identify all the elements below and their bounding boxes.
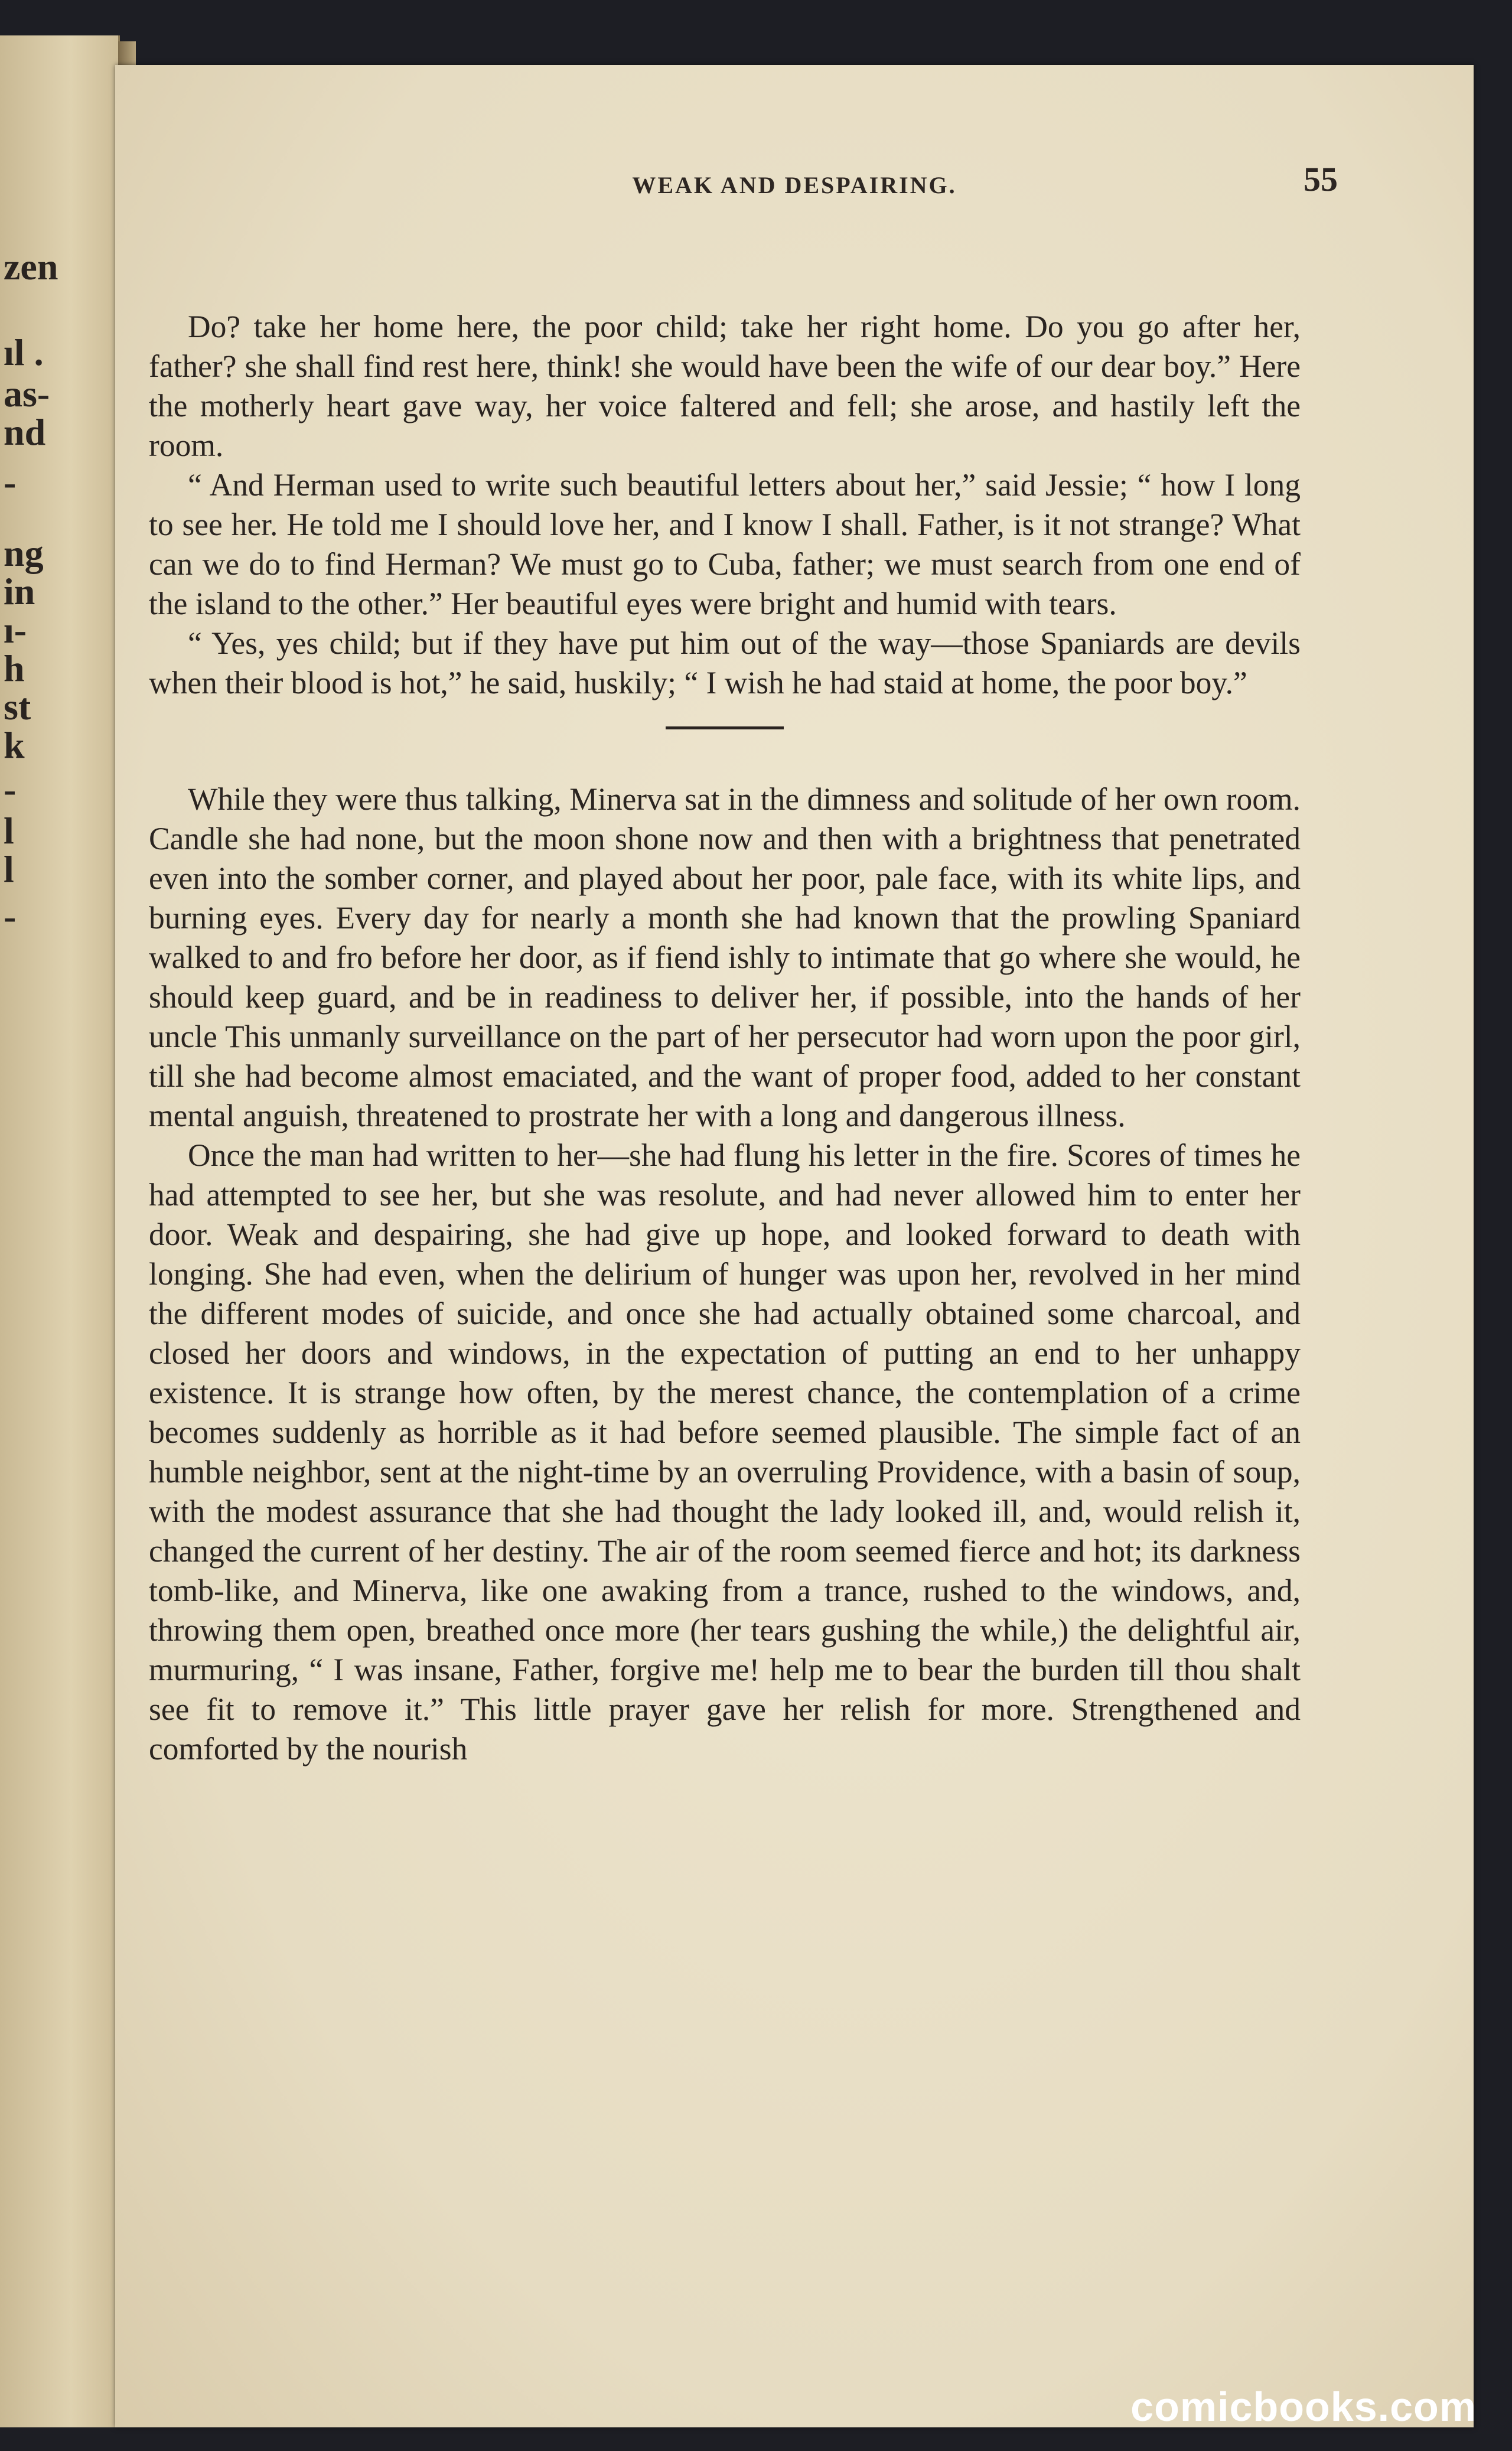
facing-page-fragment: in	[4, 571, 35, 612]
section-divider	[666, 726, 784, 729]
facing-page-fragment: -	[4, 895, 17, 937]
facing-page-fragment: h	[4, 647, 25, 689]
paragraph: While they were thus talking, Minerva sat in the dimness and solitude of her own room. Candle she had none, but the moon shone now and then with a brightness that penetrated even into the somber corner, and played about her poor, pale face, with its white lips, and burning eyes. Every day for nearly a month she had known that the prowling Spaniard walked to and fro before her door, as if fiend ishly to intimate that go where she would, he should keep guard, and be in readiness to deliver her, if possible, into the hands of her uncle This unmanly surveillance on the part of her persecutor had worn upon the poor girl, till she had become almost emaciated, and the want of proper food, added to her constant mental anguish, threatened to prostrate her with a long and dangerous illness.	[149, 781, 1301, 1133]
facing-page-fragment: nd	[4, 411, 46, 453]
book-page	[115, 65, 1474, 2427]
running-head: WEAK AND DESPAIRING.	[632, 172, 957, 198]
paragraph: “ Yes, yes child; but if they have put him out of the way—those Spaniards are devils when their blood is hot,” he said, huskily; “ I wish he had staid at home, the poor boy.”	[149, 625, 1301, 700]
facing-page-fragment: st	[4, 686, 31, 728]
paragraph: “ And Herman used to write such beautiful letters about her,” said Jessie; “ how I long to see her. He told me I should love her, and I know I shall. Father, is it not strange? What can we do to find Herman? We must go to Cuba, father; we must search from one end of the island to the other.” Her beautiful eyes were bright and humid with tears.	[149, 467, 1301, 621]
facing-page-fragment: -	[4, 461, 17, 503]
page-header	[115, 159, 1474, 207]
facing-page-fragment: l	[4, 810, 14, 852]
facing-page-fragment: -	[4, 768, 17, 810]
facing-page-fragment: k	[4, 724, 25, 766]
facing-page-fragment: ıl .	[4, 331, 44, 373]
facing-page-fragment: l	[4, 848, 14, 890]
facing-page-fragment: zen	[4, 246, 58, 288]
facing-page-edge	[0, 35, 120, 2427]
paragraph: Do? take her home here, the poor child; take her right home. Do you go after her, father? she shall find rest here, think! she would have been the wife of our dear boy.” Here the motherly heart gave way, her voice faltered and fell; she arose, and hastily left the room.	[149, 309, 1301, 463]
facing-page-fragment: as-	[4, 373, 50, 415]
facing-page-fragment: ı-	[4, 609, 27, 651]
facing-page-fragment: ng	[4, 532, 44, 574]
page-number: 55	[1304, 160, 1338, 198]
paragraph: Once the man had written to her—she had flung his letter in the fire. Scores of times he had attempted to see her, but she was resolute, and had never allowed him to enter her door. Weak and despairing, she had give up hope, and looked forward to death with longing. She had even, when the delirium of hunger was upon her, revolved in her mind the different modes of suicide, and once she had actually obtained some charcoal, and closed her doors and windows, in the expectation of putting an end to her unhappy existence. It is strange how often, by the merest chance, the contemplation of a crime becomes suddenly as horrible as it had before seemed plausible. The simple fact of an humble neighbor, sent at the night-time by an overruling Providence, with a basin of soup, with the modest assurance that she had thought the lady looked ill, and, would relish it, changed the current of her destiny. The air of the room seemed fierce and hot; its darkness tomb-like, and Minerva, like one awaking from a trance, rushed to the windows, and, throwing them open, breathed once more (her tears gushing the while,) the delightful air, murmuring, “ I was insane, Father, forgive me! help me to bear the burden till thou shalt see fit to remove it.” This little prayer gave her relish for more. Strengthened and comforted by the nourish	[149, 1138, 1301, 1766]
body-text	[149, 307, 1301, 1769]
watermark: comicbooks.com	[1130, 2384, 1477, 2430]
